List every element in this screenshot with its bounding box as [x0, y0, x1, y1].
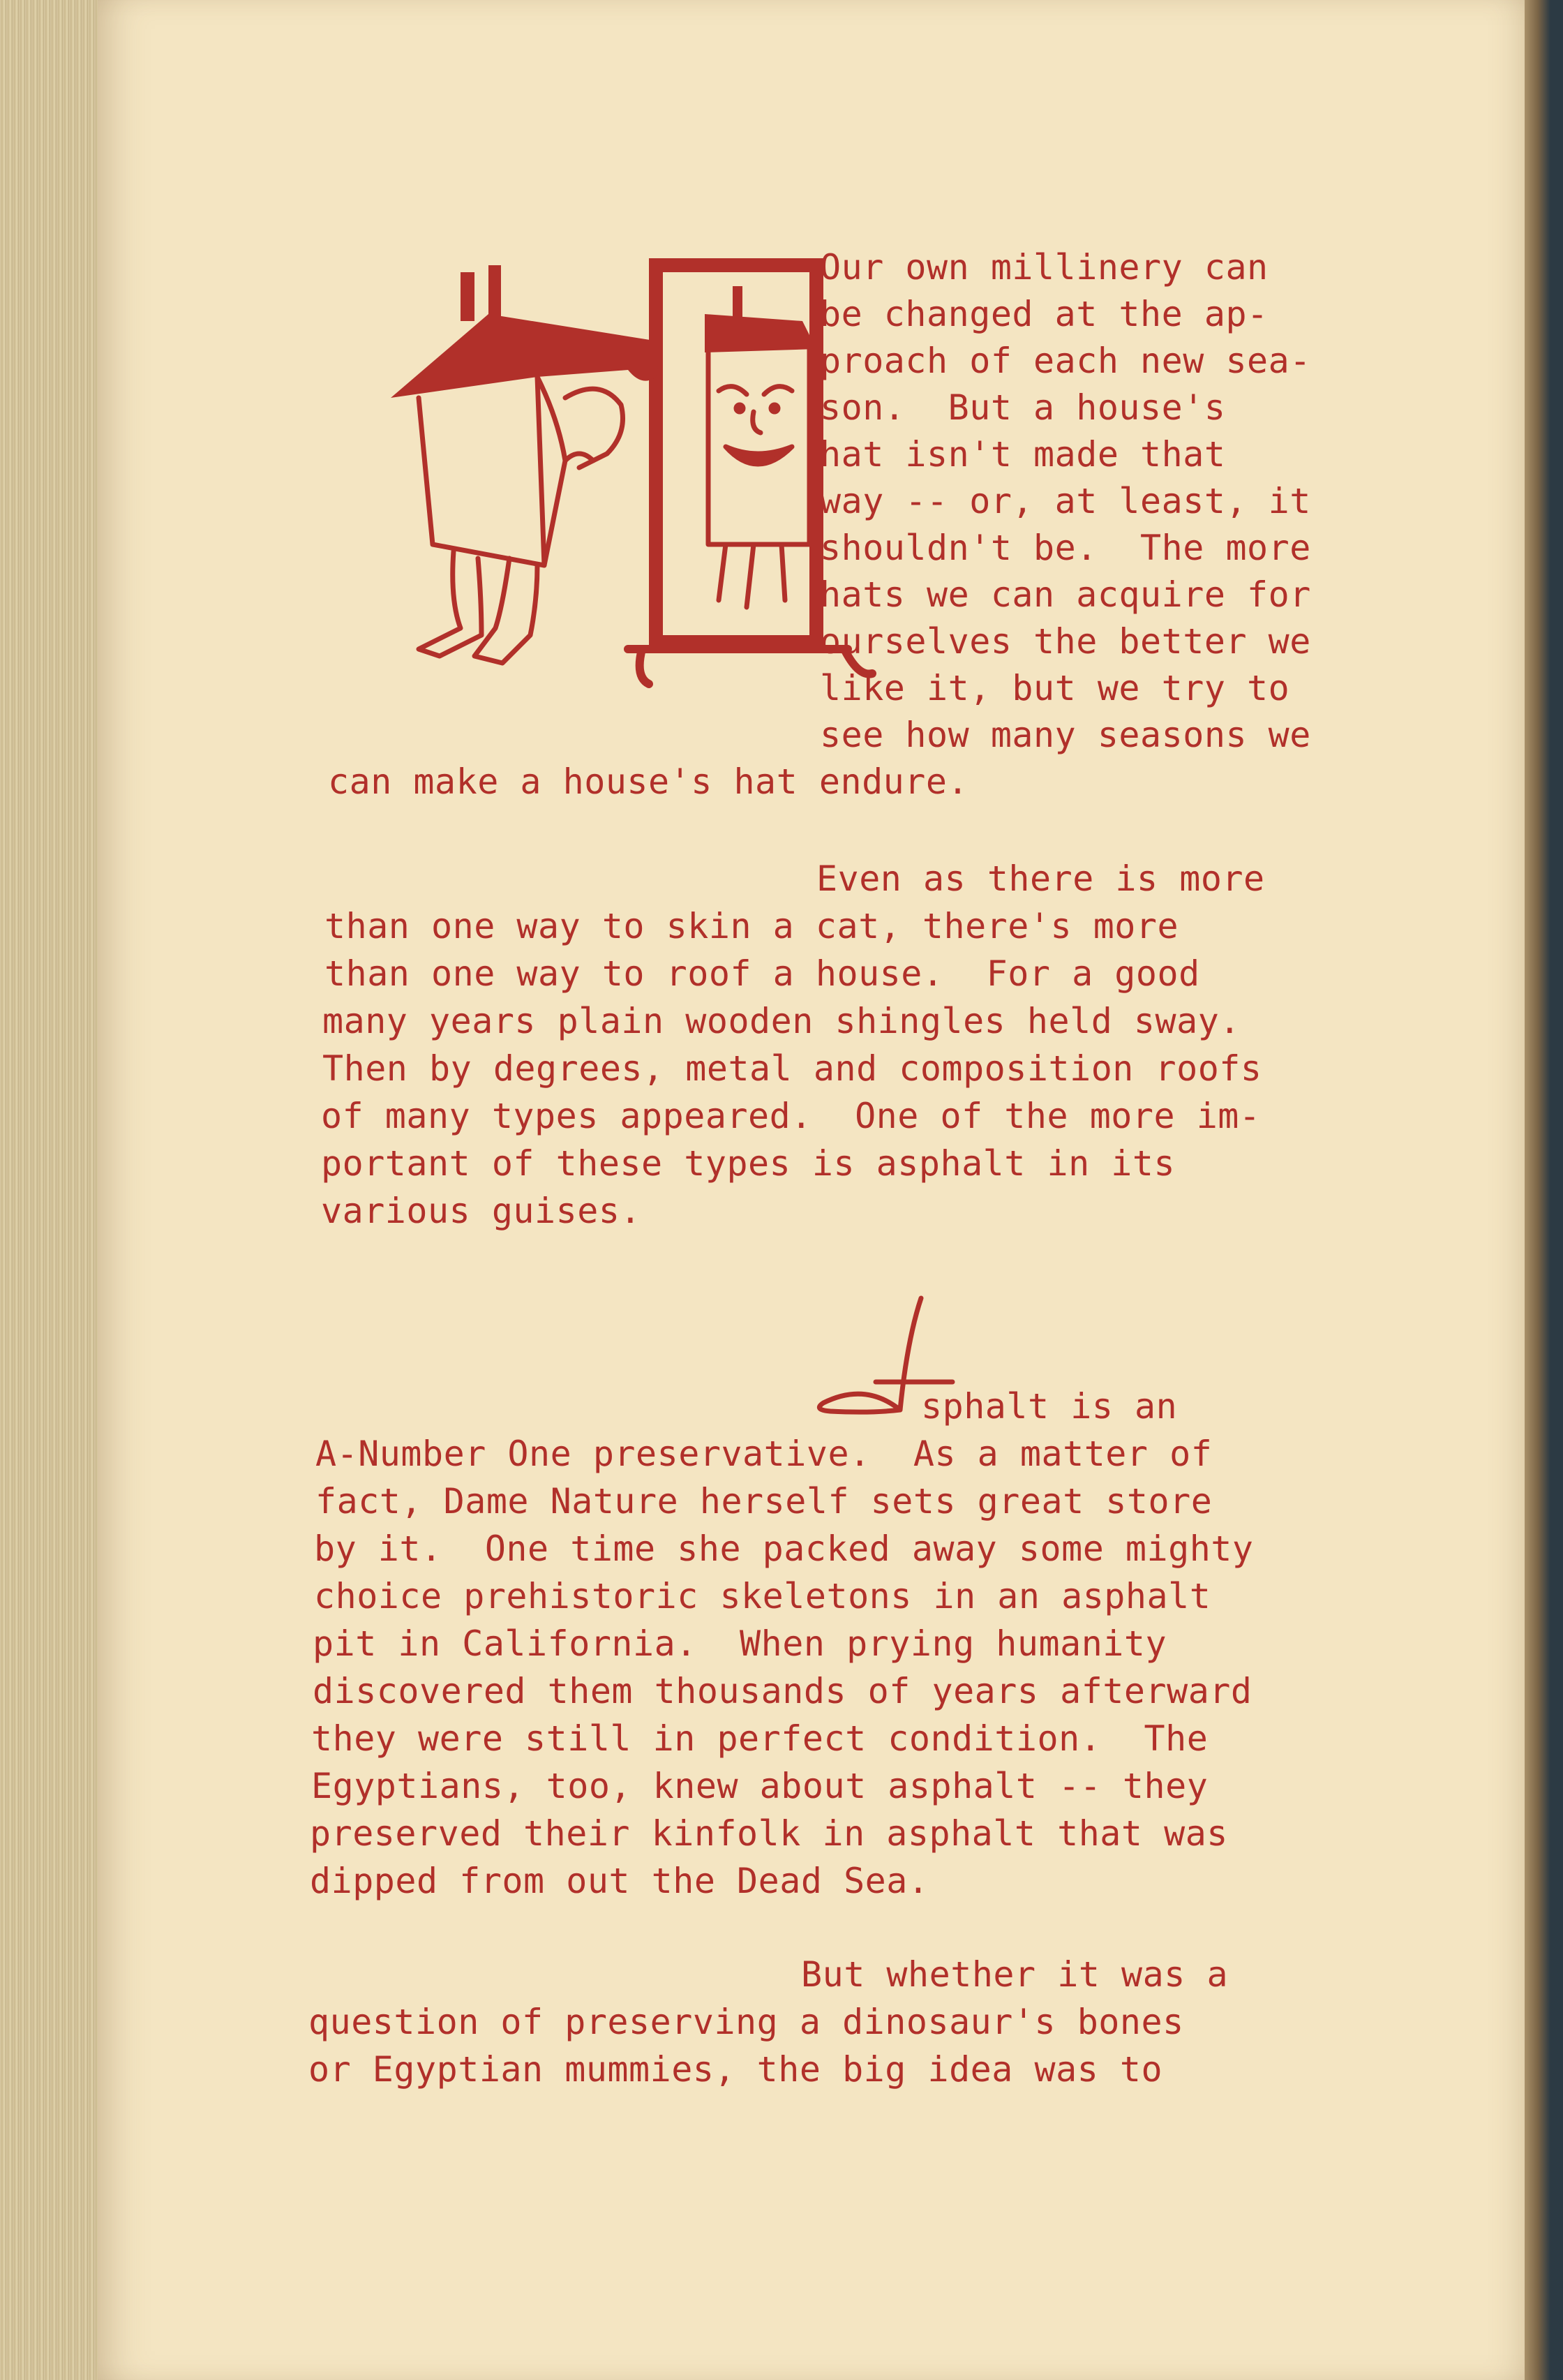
paragraph-3-line: they were still in perfect condition. The: [311, 1718, 1209, 1759]
paragraph-3-line: sphalt is an: [921, 1386, 1178, 1427]
paragraph-1-line: Our own millinery can: [820, 247, 1269, 288]
paragraph-2-line: many years plain wooden shingles held sway.: [322, 1001, 1241, 1041]
book-cover-edge: [1521, 0, 1563, 2380]
paragraph-3-line: by it. One time she packed away some mighty: [314, 1529, 1254, 1569]
paragraph-1-line: like it, but we try to: [820, 668, 1290, 708]
paragraph-1-line: shouldn't be. The more: [820, 528, 1311, 568]
paragraph-1-line: way -- or, at least, it: [820, 481, 1311, 521]
paragraph-4-line: question of preserving a dinosaur's bones: [308, 2002, 1184, 2042]
book-page: [98, 0, 1525, 2380]
paragraph-1-line: see how many seasons we: [820, 715, 1311, 755]
paragraph-1-line: be changed at the ap-: [820, 294, 1269, 334]
paragraph-3-line: dipped from out the Dead Sea.: [310, 1861, 929, 1901]
paragraph-1-line: hat isn't made that: [820, 434, 1226, 475]
paragraph-2-line: portant of these types is asphalt in its: [321, 1143, 1176, 1184]
paragraph-3-line: fact, Dame Nature herself sets great store: [315, 1481, 1213, 1522]
paragraph-3-line: discovered them thousands of years afterward: [313, 1671, 1252, 1711]
paragraph-2-line: Even as there is more: [816, 858, 1265, 899]
book-page-edges: [0, 0, 105, 2380]
paragraph-3-line: A-Number One preservative. As a matter of: [315, 1434, 1213, 1474]
paragraph-1-line: ourselves the better we: [820, 621, 1311, 662]
paragraph-1-line: son. But a house's: [820, 387, 1226, 428]
paragraph-2-line: of many types appeared. One of the more im-: [321, 1096, 1261, 1136]
paragraph-1-line: can make a house's hat endure.: [328, 761, 969, 802]
paragraph-2-line: than one way to skin a cat, there's more: [324, 906, 1179, 946]
paragraph-3-line: pit in California. When prying humanity: [313, 1623, 1167, 1664]
paragraph-2-line: Then by degrees, metal and composition roofs: [322, 1048, 1262, 1089]
paragraph-2-line: than one way to roof a house. For a good: [324, 953, 1200, 994]
paragraph-1-line: hats we can acquire for: [820, 574, 1311, 615]
paragraph-2-line: various guises.: [321, 1191, 642, 1231]
paragraph-4-line: But whether it was a: [801, 1954, 1229, 1995]
house-looking-in-mirror-icon: [328, 237, 886, 712]
paragraph-1-line: proach of each new sea-: [820, 341, 1311, 381]
paragraph-3-line: Egyptians, too, knew about asphalt -- they: [311, 1766, 1209, 1806]
paragraph-3-line: choice prehistoric skeletons in an asphalt: [314, 1576, 1211, 1616]
paragraph-3-line: preserved their kinfolk in asphalt that was: [310, 1813, 1228, 1854]
paragraph-4-line: or Egyptian mummies, the big idea was to: [308, 2049, 1163, 2090]
